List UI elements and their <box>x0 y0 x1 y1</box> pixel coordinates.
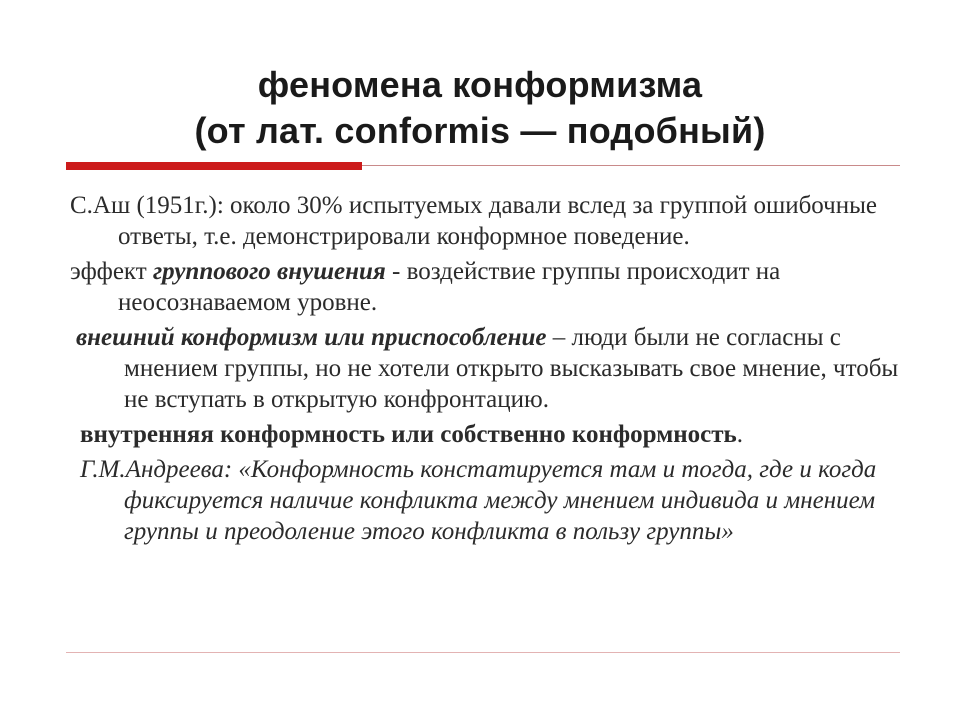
title-line-1: феномена конформизма <box>257 64 703 105</box>
andreeva-quote-text: Г.М.Андреева: «Конформность констатируется там и тогда, где и когда фиксируется наличие конфликта между мнением индивида и мнением группы и преодоление этого конфликта в пользу группы» <box>80 456 877 545</box>
internal-conformity-rest: . <box>736 421 743 448</box>
slide-title <box>100 62 860 154</box>
internal-conformity-term: внутренняя конформность или собственно конформность <box>80 421 737 448</box>
title-line-2: (от лат. conformis — подобный) <box>194 110 766 151</box>
group-suggestion-lead: эффект <box>70 258 153 285</box>
title-underline-accent <box>66 162 362 170</box>
paragraph-external-conformism <box>70 322 900 415</box>
external-conformism-term: внешний конформизм или приспособление <box>76 324 547 351</box>
paragraph-group-suggestion <box>70 256 900 318</box>
footer-rule <box>66 652 900 653</box>
group-suggestion-rest: - воздействие группы происходит на неосознаваемом уровне. <box>118 258 781 316</box>
title-underline-rule <box>362 165 900 166</box>
paragraph-asch-text: С.Аш (1951г.): около 30% испытуемых давали вслед за группой ошибочные ответы, т.е. демонстрировали конформное поведение. <box>70 192 877 250</box>
paragraph-andreeva-quote <box>70 454 900 547</box>
group-suggestion-term: группового внушения <box>152 258 386 285</box>
paragraph-internal-conformity <box>70 419 900 450</box>
paragraph-asch <box>70 190 900 252</box>
slide-body <box>70 190 900 551</box>
external-conformism-rest: – люди были не согласны с мнением группы, но не хотели открыто высказывать свое мнение, чтобы не вступать в открытую конфронтацию. <box>124 324 899 413</box>
